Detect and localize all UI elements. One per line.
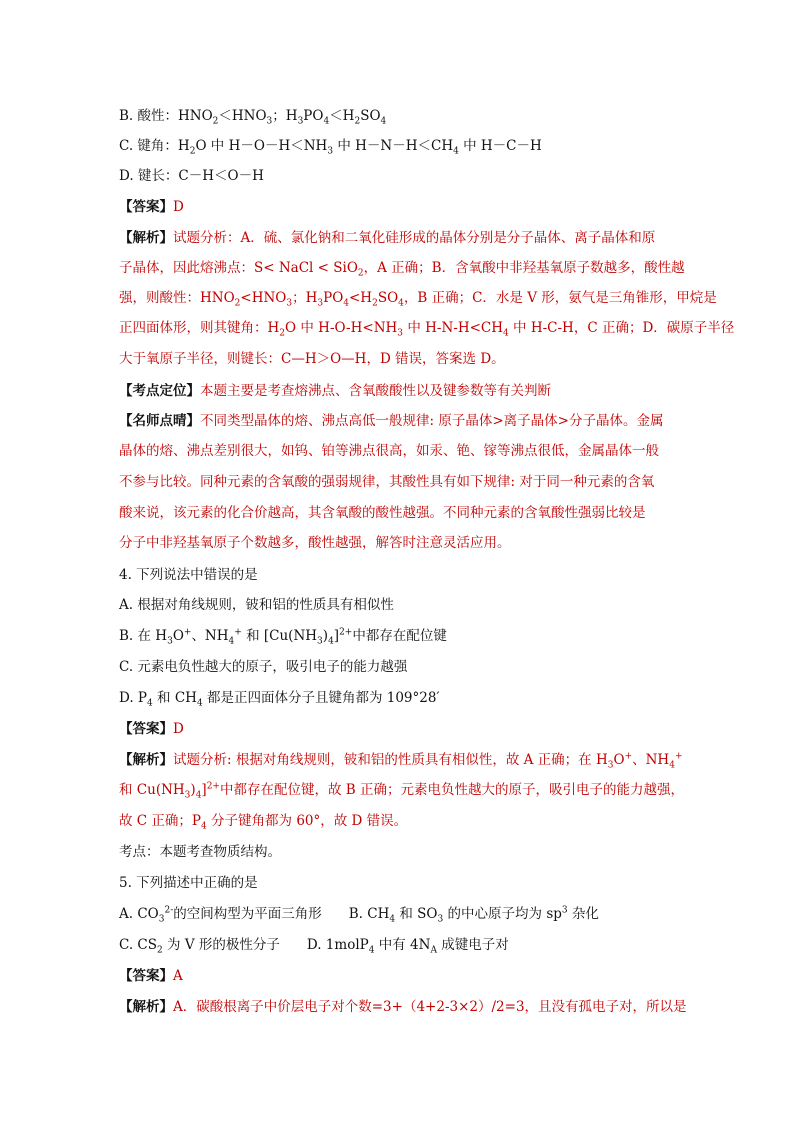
subscript: 4 <box>380 116 387 127</box>
text-run: 中都存在配位键 <box>352 628 447 644</box>
text-run: O 中 H-O-H<NH <box>285 320 398 336</box>
text-line <box>119 411 679 431</box>
text-run: 、NH <box>632 752 670 768</box>
subscript: 4 <box>398 298 404 309</box>
text-run: A <box>173 968 183 984</box>
text-run: ) <box>190 782 196 798</box>
text-run: SO <box>377 290 399 306</box>
text-run: ；H <box>272 108 298 124</box>
subscript: 3 <box>317 636 323 647</box>
text-run: ，B 正确；C．水是 V 形，氨气是三角锥形，甲烷是 <box>403 290 717 306</box>
superscript: + <box>183 627 192 638</box>
subscript: 2 <box>157 945 163 956</box>
text-run: ＜HNO <box>218 108 267 124</box>
text-run: D <box>173 199 184 215</box>
text-run: 都是正四面体分子且键角都为 109°28′ <box>202 690 440 706</box>
text-run: ] <box>201 782 207 798</box>
text-line <box>119 811 679 831</box>
subscript: 2 <box>279 328 286 339</box>
text-run: O 中 H－O－H＜NH <box>195 138 328 154</box>
text-run: 分子键角都为 60°，故 D 错误。 <box>206 813 408 829</box>
text-line <box>119 873 679 893</box>
subscript: 4 <box>195 790 202 801</box>
text-line <box>119 966 679 986</box>
text-run: 子晶体，因此熔沸点：S< NaCl < SiO <box>119 260 358 276</box>
subscript: 3 <box>266 116 273 127</box>
text-run: SO <box>360 108 381 124</box>
superscript: + <box>674 751 683 762</box>
text-run: A．碳酸根离子中价层电子对个数=3+（4+2-3×2）/2=3，且没有孤电子对，所以是 <box>173 999 687 1015</box>
subscript: 2 <box>212 116 219 127</box>
text-run: 不参与比较。同种元素的含氧酸的强弱规律，其酸性具有如下规律: 对于同一种元素的含氧 <box>119 474 655 490</box>
text-run: A. 根据对角线规则，铍和铝的性质具有相似性 <box>119 597 394 613</box>
text-run: 考点：本题考查物质结构。 <box>119 844 281 860</box>
text-line <box>119 595 679 615</box>
text-run: PO <box>303 108 324 124</box>
text-line <box>119 258 685 279</box>
section-tag: 【解析】 <box>119 752 173 768</box>
text-run: B. 酸性：HNO <box>119 108 213 124</box>
text-run: 酸来说，该元素的化合价越高，其含氧酸的酸性越强。不同种元素的含氧酸性强弱比较是 <box>119 505 646 521</box>
text-run: C. 键角：H <box>119 138 190 154</box>
text-line <box>119 626 679 646</box>
subscript: 4 <box>368 945 375 956</box>
subscript: 4 <box>147 698 153 709</box>
subscript: 3 <box>286 298 293 309</box>
subscript: A <box>430 945 437 956</box>
text-line <box>119 166 679 186</box>
text-run: 试题分析：A．硫、氯化钠和二氧化硅形成的晶体分别是分子晶体、离子晶体和原 <box>173 230 656 246</box>
text-line <box>119 750 683 771</box>
text-run: ) <box>322 628 329 644</box>
text-run: 故 C 正确；P <box>119 813 201 829</box>
text-run: D. P <box>119 690 148 706</box>
section-tag: 【名师点晴】 <box>119 413 200 429</box>
subscript: 2 <box>354 116 361 127</box>
text-line <box>119 657 679 677</box>
text-line <box>119 288 717 309</box>
text-line <box>119 381 679 401</box>
subscript: 2 <box>189 146 196 157</box>
text-run: 大于氧原子半径，则键长：C—H＞O—H，D 错误，答案选 D。 <box>119 351 505 367</box>
text-run: 的中心原子均为 sp <box>443 906 562 922</box>
superscript: 2+ <box>206 781 220 792</box>
text-run: 成键电子对 <box>436 937 509 953</box>
section-tag: 【答案】 <box>119 721 173 737</box>
text-run: B. 在 H <box>119 628 168 644</box>
subscript: 3 <box>167 636 173 647</box>
text-line <box>119 842 679 862</box>
subscript: 2 <box>372 298 378 309</box>
text-line <box>119 106 679 126</box>
text-run: PO <box>323 290 344 306</box>
text-run: 4. 下列说法中错误的是 <box>119 567 258 583</box>
section-tag: 【答案】 <box>119 199 173 215</box>
subscript: 4 <box>228 636 235 647</box>
subscript: 4 <box>201 821 207 832</box>
text-line <box>119 136 679 156</box>
text-line <box>119 503 679 523</box>
text-run: ，A 正确；B．含氧酸中非羟基氧原子数越多，酸性越 <box>363 260 685 276</box>
text-run: A. CO <box>119 906 159 922</box>
text-run: 强，则酸性：HNO <box>119 290 235 306</box>
text-run: O <box>172 628 184 644</box>
text-run: C. CS <box>119 937 158 953</box>
text-line <box>119 441 679 461</box>
text-line <box>119 318 735 339</box>
subscript: 3 <box>397 328 404 339</box>
subscript: 3 <box>437 914 444 925</box>
subscript: 2 <box>234 298 241 309</box>
text-run: 5. 下列描述中正确的是 <box>119 875 258 891</box>
text-line <box>119 904 679 924</box>
section-tag: 【答案】 <box>119 968 173 984</box>
text-run: 中 H－N－H＜CH <box>333 138 454 154</box>
text-run: 中 H-C-H，C 正确；D．碳原子半径 <box>508 320 735 336</box>
subscript: 3 <box>607 760 614 771</box>
text-run: 中有 4N <box>374 937 431 953</box>
text-run: 和 Cu(NH <box>119 782 185 798</box>
text-run: 中都存在配位键，故 B 正确；元素电负性越大的原子，吸引电子的能力越强， <box>219 782 684 798</box>
text-run: 中 H－C－H <box>458 138 542 154</box>
text-run: 为 V 形的极性分子 D. 1molP <box>162 937 369 953</box>
text-run: <HNO <box>240 290 287 306</box>
superscript: 2- <box>164 905 174 916</box>
text-run: C. 元素电负性越大的原子，吸引电子的能力越强 <box>119 659 408 675</box>
section-tag: 【解析】 <box>119 230 173 246</box>
text-run: <H <box>349 290 373 306</box>
text-run: 试题分析: 根据对角线规则，铍和铝的性质具有相似性，故 A 正确；在 H <box>173 752 608 768</box>
superscript: 3 <box>561 905 568 916</box>
text-run: 杂化 <box>567 906 599 922</box>
section-tag: 【解析】 <box>119 999 173 1015</box>
text-line <box>119 349 679 369</box>
text-run: 分子中非羟基氧原子个数越多，酸性越强，解答时注意灵活应用。 <box>119 535 511 551</box>
text-line <box>119 719 679 739</box>
text-run: 和 CH <box>152 690 197 706</box>
text-run: 中 H-N-H<CH <box>403 320 504 336</box>
subscript: 4 <box>323 116 330 127</box>
subscript: 3 <box>327 146 334 157</box>
text-line <box>119 533 679 553</box>
text-run: 和 SO <box>395 906 438 922</box>
text-run: D <box>173 721 184 737</box>
text-run: 不同类型晶体的熔、沸点高低一般规律: 原子晶体>离子晶体>分子晶体。金属 <box>200 413 664 429</box>
superscript: 2+ <box>339 627 353 638</box>
text-line <box>119 688 679 708</box>
subscript: 4 <box>343 298 349 309</box>
text-run: ] <box>333 628 340 644</box>
text-line <box>119 997 687 1017</box>
subscript: 4 <box>328 636 334 647</box>
text-line <box>119 780 684 801</box>
text-line <box>119 228 679 248</box>
text-run: 、NH <box>191 628 229 644</box>
superscript: + <box>624 751 633 762</box>
text-run: O <box>613 752 625 768</box>
text-line <box>119 935 679 955</box>
text-run: ＜H <box>329 108 355 124</box>
subscript: 2 <box>357 268 364 279</box>
text-run: 的空间构型为平面三角形 B. CH <box>173 906 390 922</box>
text-run: 和 [Cu(NH <box>241 628 318 644</box>
subscript: 4 <box>389 914 396 925</box>
subscript: 4 <box>503 328 509 339</box>
superscript: + <box>234 627 242 638</box>
subscript: 3 <box>184 790 191 801</box>
text-line <box>119 565 679 585</box>
text-run: 晶体的熔、沸点差别很大，如钨、铂等沸点很高，如汞、铯、镓等沸点很低，金属晶体一般 <box>119 443 659 459</box>
text-line <box>119 197 679 217</box>
subscript: 3 <box>158 914 165 925</box>
subscript: 4 <box>669 760 675 771</box>
text-run: 本题主要是考查熔沸点、含氧酸酸性以及键参数等有关判断 <box>200 383 551 399</box>
subscript: 3 <box>297 116 304 127</box>
subscript: 4 <box>196 698 203 709</box>
text-run: D. 键长：C－H＜O－H <box>119 168 264 184</box>
text-run: ；H <box>292 290 318 306</box>
subscript: 3 <box>317 298 324 309</box>
section-tag: 【考点定位】 <box>119 383 200 399</box>
subscript: 4 <box>453 146 459 157</box>
text-run: 正四面体形，则其键角：H <box>119 320 280 336</box>
text-line <box>119 472 679 492</box>
